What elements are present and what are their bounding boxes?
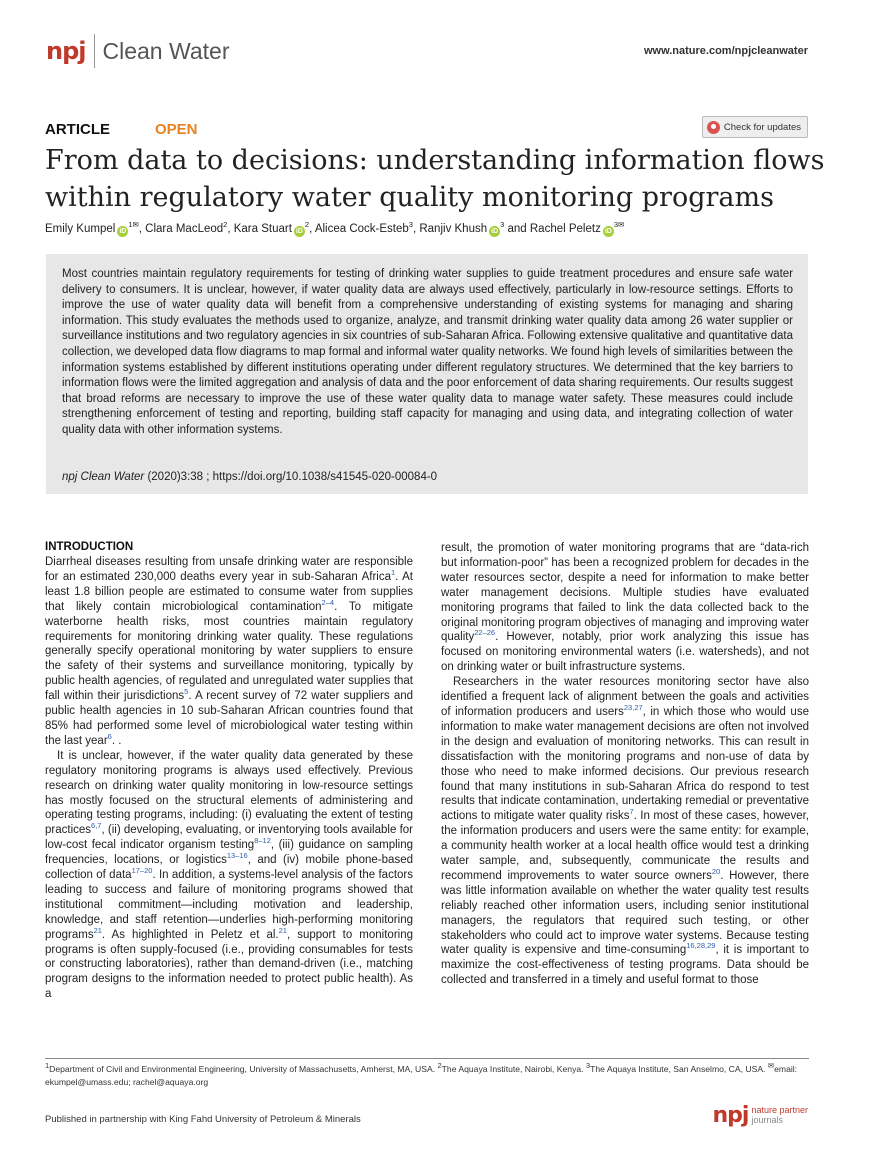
publisher-partnership-note: Published in partnership with King Fahd University of Petroleum & Minerals	[45, 1114, 361, 1125]
npj-logo-mark: npj	[712, 1103, 749, 1128]
abstract-text: Most countries maintain regulatory requirements for testing of drinking water supplies to guide treatment procedures and ensure safe water delivery to consumers. It is unclear, however, if water quality data are always used effectively, particularly in low-resource settings. Efforts to improve the use of water quality data will benefit from a comprehensive understanding of existing systems for managing and sharing information. This study evaluates the methods used to organize, analyze, and transmit drinking water quality data among 26 water supplier or surveillance institutions and two regulatory agencies in six countries of sub-Saharan Africa. Following extensive qualitative and quantitative data collection, we developed data flow diagrams to map formal and informal water quality networks. We found high levels of similarities between the information systems established by different institutions operating under different regulatory structures. We determined that the key barriers to information flows were the limited aggregation and analysis of data and the poor enforcement of data sharing requirements. Our results suggest that broad reforms are necessary to improve the use of these water quality data to manage water safety. These measures could include strengthening enforcement of testing and reporting, building staff capacity for managing and using data, and integrating collection of water quality data with other information systems.	[62, 268, 793, 436]
author-name[interactable]: Alicea Cock-Esteb	[314, 223, 409, 235]
author-affiliation: 3	[408, 220, 413, 230]
journal-logo[interactable]	[46, 34, 229, 68]
citation-journal: npj Clean Water	[62, 471, 145, 483]
orcid-icon[interactable]: iD	[604, 228, 612, 235]
body-column-right	[441, 541, 809, 988]
nature-partner-journals-logo[interactable]	[713, 1105, 809, 1127]
open-access-badge: OPEN	[155, 121, 198, 138]
article-type-label: ARTICLE	[45, 121, 110, 138]
footnote-divider	[45, 1058, 809, 1059]
body-paragraph: It is unclear, however, if the water quality data generated by these regulatory monitoring programs is always used effectively. Previous research on drinking water quality monitoring in low-resource settings has mostly focused on the structural elements of administering and operating testing programs, including: (i) evaluating the extent of testing practices$^{6,7}$, (ii) developing, evaluating, or inventorying tools available for low-cost fecal indicator organism testing$^{8-12}$, (iii) guidance on sampling frequencies, locations, or logistics$^{13-16}$, and (iv) mobile phone-based collection of data$^{17-20}$. In addition, a systems-level analysis of the factors leading to success and failure of monitoring programs showed that institutional commitment—including motivation and leadership, knowledge, and staff retention—underlies high-performing monitoring programs$^{21}$. As highlighted in Peletz et al.$^{21}$, support to monitoring programs is often supply-focused (i.e., providing consumables for tests or constructing laboratories), rather than demand-driven (i.e., matching program designs to the information needed to protect public health). As a	[45, 749, 413, 1001]
affiliation-1: Department of Civil and Environmental Engineering, University of Massachusetts, Amherst, MA, USA.	[49, 1064, 436, 1074]
author-name[interactable]: Kara Stuart	[233, 223, 292, 235]
orcid-icon[interactable]: iD	[295, 228, 303, 235]
body-paragraph: Diarrheal diseases resulting from unsafe drinking water are responsible for an estimated 230,000 deaths every year in sub-Saharan Africa$^1$. At least 1.8 billion people are estimated to consume water from supplies that likely contain microbiological contamination$^{2-4}$. To mitigate waterborne health risks, most countries maintain regulatory requirements for monitoring drinking water quality. These regulations generally specify operational monitoring by water suppliers to ensure the safety of their systems and surveillance monitoring, typically by public health agencies, of regulated and unregulated water supplies that fall within their jurisdictions$^5$. A recent survey of 72 water suppliers and public health agencies in 10 sub-Saharan African countries found that 85% had performed some level of microbiological water testing within the last year$^6$. .	[45, 556, 414, 747]
citation-doi[interactable]: (2020)3:38 ; https://doi.org/10.1038/s41545-020-00084-0	[144, 471, 438, 483]
affiliation-3: The Aquaya Institute, San Anselmo, CA, USA.	[590, 1064, 766, 1074]
check-for-updates-button[interactable]	[702, 116, 808, 138]
journal-name: Clean Water	[102, 37, 230, 64]
logo-divider	[94, 34, 95, 68]
corresponding-email[interactable]: email: ekumpel@umass.edu; rachel@aquaya.org	[45, 1064, 798, 1087]
journals-text: journals	[751, 1115, 783, 1125]
body-paragraph: result, the promotion of water monitoring programs that are “data-rich but information-poor” has been a recognized problem for decades in the water resources sector, despite a need for information to make better water management decisions. Multiple studies have evaluated monitoring programs that failed to link the data collected back to the original monitoring program objectives of managing and improving water quality$^{22-26}$. However, notably, prior work analyzing this issue has focused on monitoring environmental waters (i.e. watersheds), and not on drinking water or built infrastructure systems.	[441, 542, 809, 674]
author-affiliation: 2	[304, 220, 310, 230]
body-paragraph: Researchers in the water resources monitoring sector have also identified a frequent lack of alignment between the goals and activities of information producers and users$^{23,27}$, in which those who would use information to make water management decisions are often not involved in the design and evaluation of monitoring networks. This can result in dissatisfaction with the monitoring programs and non-use of data by those who need to make informed decisions. Our previous research found that many institutions in sub-Saharan Africa do respond to test results that indicate contamination, undertaking remedial or preventative actions to mitigate water quality risks$^7$. In most of these cases, however, the information producers and users were the same entity: for example, a community health worker at a local health office would test a drinking water sample, and, subsequently, communicate the results and recommend improvements to water source owners$^{20}$. However, there was little information available on whether the water quality test results reliably reached other information users, including senior institutional managers, the regulators that required such testing, or other stakeholders who could act to improve water systems. Because testing water quality is expensive and time-consuming$^{16,28,29}$, it is important to maximize the cost-effectiveness of testing programs. Data should be collected and transferred in a timely and useful format to those	[441, 676, 809, 987]
orcid-icon[interactable]: iD	[119, 228, 127, 235]
author-affiliation: 1	[128, 220, 133, 230]
section-heading-introduction: INTRODUCTION	[45, 541, 134, 553]
body-column-left	[45, 555, 413, 1002]
article-title: From data to decisions: understanding information flows within regulatory water quality monitoring programs	[45, 145, 825, 213]
article-citation	[62, 471, 437, 483]
author-name[interactable]: Rachel Peletz	[529, 223, 601, 235]
author-name[interactable]: Clara MacLeod	[145, 223, 224, 235]
npj-logo-mark: npj	[46, 37, 86, 65]
author-affiliation: 2	[223, 220, 228, 230]
author-list: Emily Kumpel $iD^{1✉}$, Clara MacLeod$^2$, Kara Stuart $iD^2$, Alicea Cock-Esteb$^3$, Ranjiv Khush $iD^3$ and Rachel Peletz $iD^{3✉}$	[45, 220, 625, 235]
check-for-updates-label: Check for updates	[723, 121, 801, 133]
author-name[interactable]: Ranjiv Khush	[419, 223, 488, 235]
author-affiliation: 3	[500, 220, 505, 230]
affiliation-2: The Aquaya Institute, Nairobi, Kenya.	[441, 1064, 584, 1074]
orcid-icon[interactable]: iD	[491, 228, 499, 235]
affiliations-footnote: $^1$Department of Civil and Environmental Engineering, University of Massachusetts, Amherst, MA, USA. $^2$The Aquaya Institute, Nairobi, Kenya. $^3$The Aquaya Institute, San Anselmo, CA, USA. ✉email: ekumpel@umass.edu; rachel@aquaya.org	[45, 1061, 798, 1087]
crossmark-icon	[707, 121, 720, 134]
nature-partner-wordmark	[751, 1105, 808, 1125]
journal-url-link[interactable]: www.nature.com/npjcleanwater	[643, 45, 808, 57]
nature-partner-text: nature partner	[751, 1105, 808, 1115]
author-affiliation: 3	[613, 220, 619, 230]
email-icon[interactable]: ✉	[132, 220, 139, 230]
email-icon[interactable]: ✉	[618, 220, 625, 230]
author-name[interactable]: Emily Kumpel	[45, 223, 116, 235]
